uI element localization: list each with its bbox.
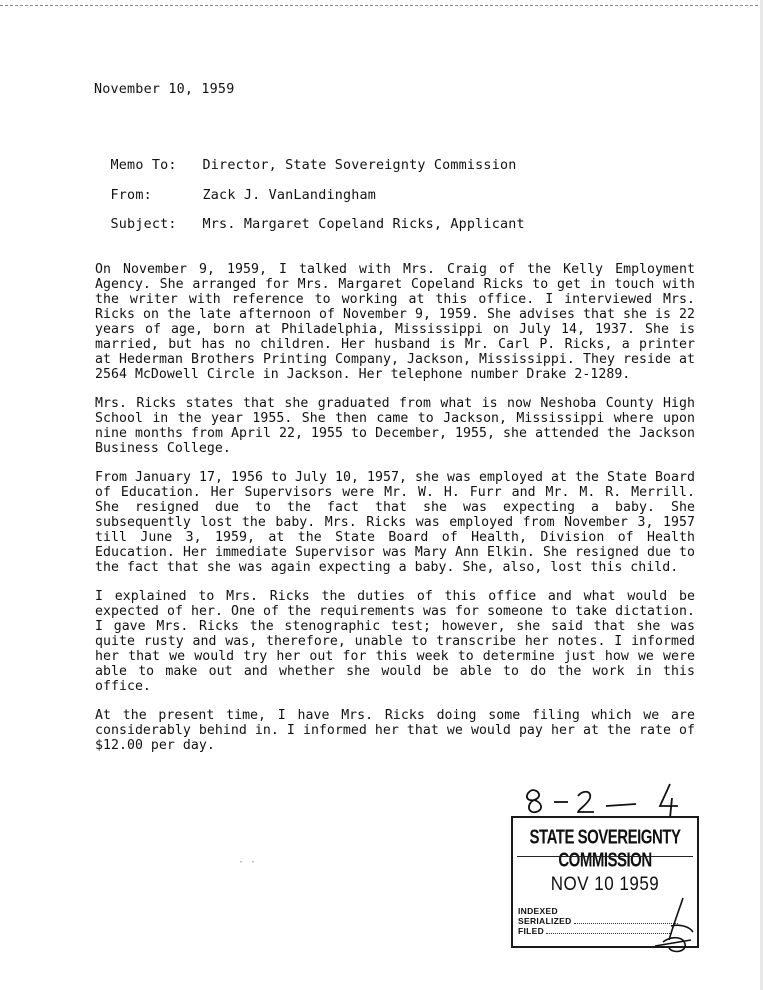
handwritten-file-number [520, 780, 680, 820]
paragraph-interview: On November 9, 1959, I talked with Mrs. Craig of the Kelly Employment Agency. She arranged for Mrs. Margaret Copeland Ricks to get in touch with the writer with reference to working at this office. I interviewed Mrs. Ricks on the late afternoon of November 9, 1959. She advises that she is 22 years of age, born at Philadelphia, Mississippi on July 14, 1937. She is married, but has no children. Her husband is Mr. Carl P. Ricks, a printer at Hederman Brothers Printing Company, Jackson, Mississippi. They reside at 2564 McDowell Circle in Jackson. Her telephone number Drake 2-1289. [95, 262, 695, 382]
paper-mark: · · [238, 857, 257, 868]
from-label: From: [110, 188, 152, 203]
commission-received-stamp [511, 816, 699, 948]
from-row [94, 173, 376, 203]
paragraph-pay: At the present time, I have Mrs. Ricks doing some filing which we are considerably behind in. I informed her that we would pay her at the rate of $12.00 per day. [95, 708, 695, 753]
memo-body [95, 262, 695, 767]
subject-value: Mrs. Margaret Copeland Ricks, Applicant [202, 217, 525, 232]
subject-row [94, 202, 525, 232]
subject-label: Subject: [110, 217, 177, 232]
paragraph-duties: I explained to Mrs. Ricks the duties of this office and what would be expected of her. One of the requirements was for someone to take dictation. I gave Mrs. Ricks the stenographic test; however, she said that she was quite rusty and was, therefore, unable to transcribe her notes. I informed her that we would try her out for this week to determine just how we were able to make out and whether she would be able to do the work in this office. [95, 589, 695, 694]
stamp-field-filed-label: FILED [518, 926, 545, 936]
stamp-title: STATE SOVEREIGNTY COMMISSION [529, 826, 681, 872]
from-value: Zack J. VanLandingham [202, 188, 377, 203]
stamp-date: NOV 10 1959 [550, 872, 660, 895]
paragraph-education: Mrs. Ricks states that she graduated from what is now Neshoba County High School in the year 1955. She then came to Jackson, Mississippi where upon nine months from April 22, 1955 to December, 1955, she attended the Jackson Business College. [95, 396, 695, 456]
stamp-field-serialized-label: SERIALIZED [518, 916, 572, 926]
memo-to-label: Memo To: [110, 158, 177, 173]
memo-to-value: Director, State Sovereignty Commission [202, 158, 517, 173]
memo-date: November 10, 1959 [94, 82, 235, 97]
stamp-field-indexed-label: INDEXED [518, 906, 558, 916]
memo-to-row [94, 143, 516, 173]
handwritten-initials [643, 896, 703, 956]
paragraph-employment: From January 17, 1956 to July 10, 1957, she was employed at the State Board of Education. Her Supervisors were Mr. W. H. Furr and Mr. M. R. Merrill. She resigned due to the fact that she was expecting a baby. She subsequently lost the baby. Mrs. Ricks was employed from November 3, 1957 till June 3, 1959, at the State Board of Health, Division of Health Education. Her immediate Supervisor was Mary Ann Elkin. She resigned due to the fact that she was again expecting a baby. She, also, lost this child. [95, 470, 695, 575]
page-top-edge [0, 0, 763, 6]
stamp-divider [517, 856, 693, 857]
stamp-field-indexed [518, 906, 558, 916]
